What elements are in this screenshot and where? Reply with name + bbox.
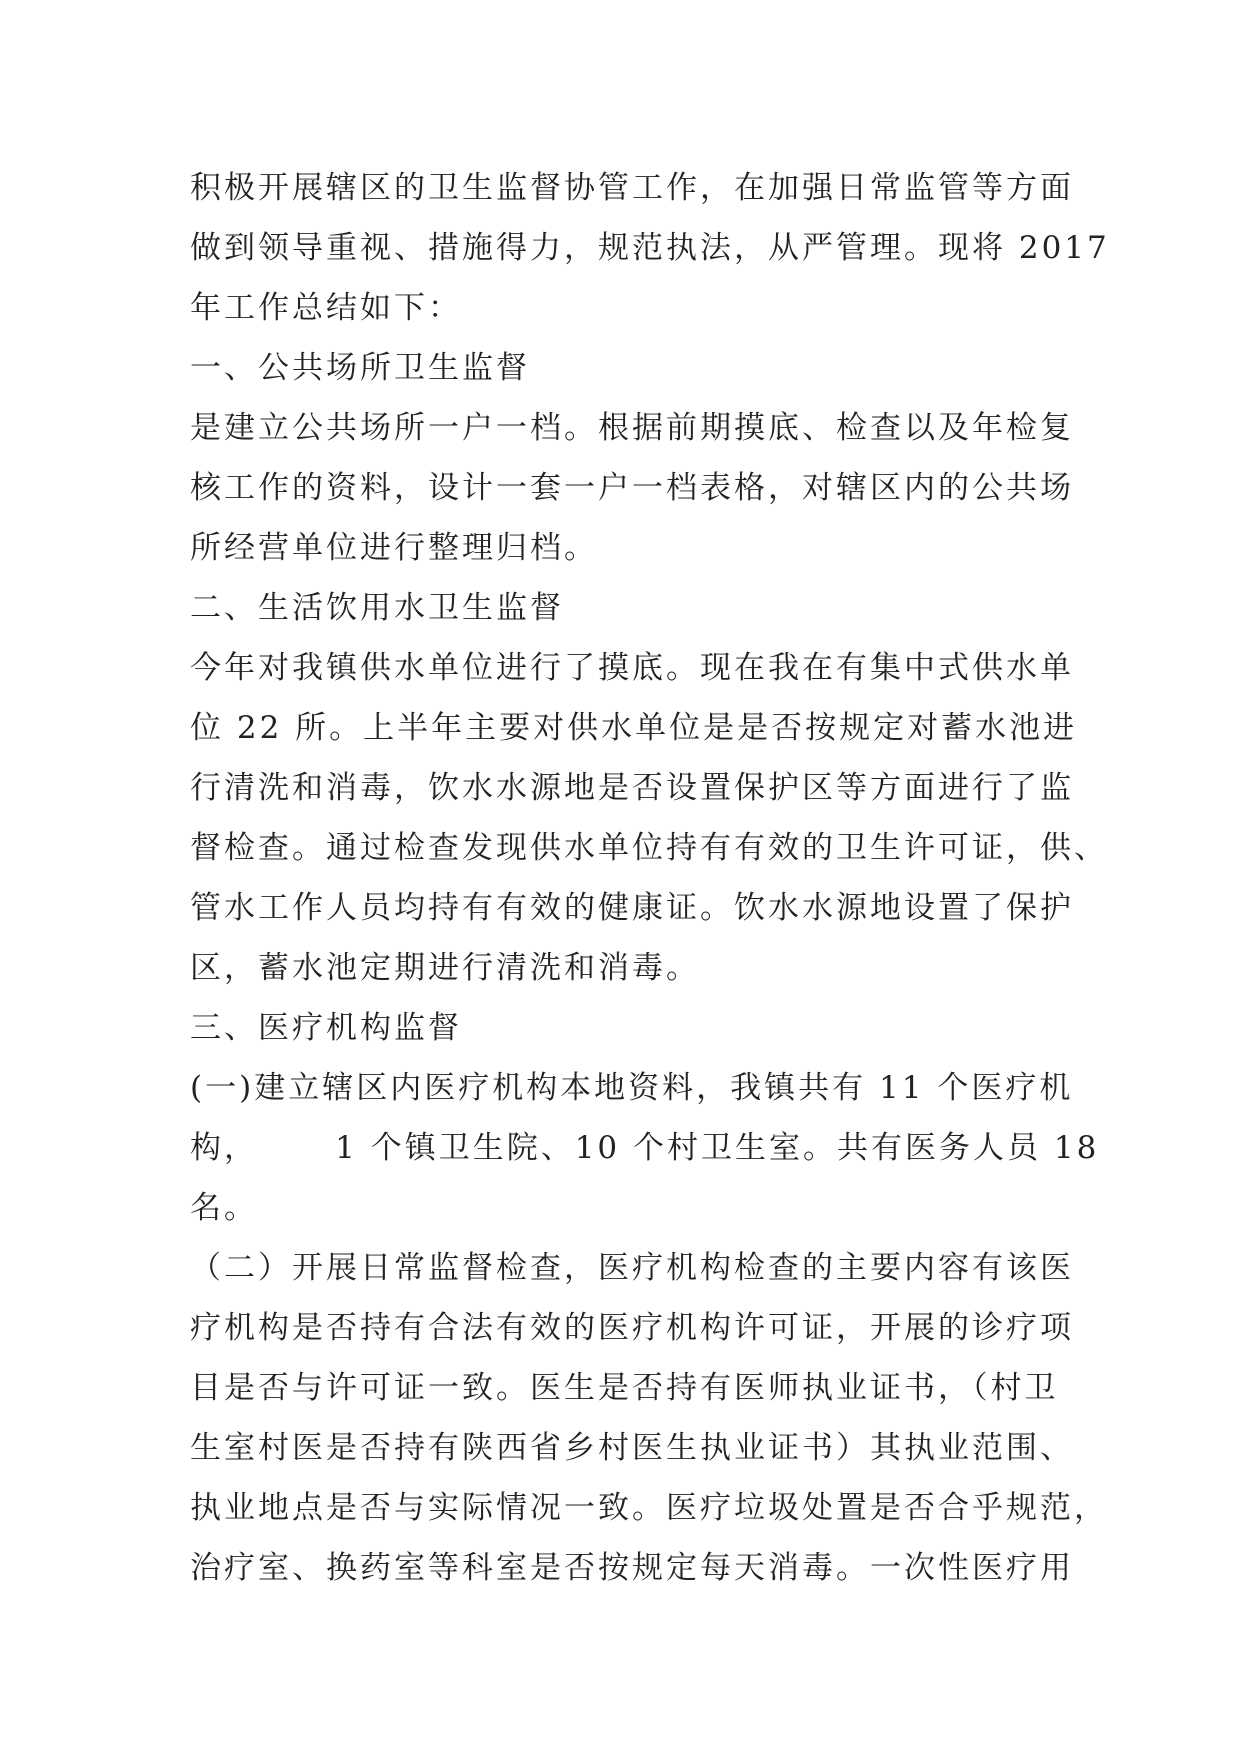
text-line: 是建立公共场所一户一档。根据前期摸底、检查以及年检复: [190, 410, 1074, 446]
section-heading: 一、公共场所卫生监督: [190, 350, 530, 386]
section-heading: 二、生活饮用水卫生监督: [190, 590, 564, 626]
text-line: 生室村医是否持有陕西省乡村医生执业证书）其执业范围、: [190, 1430, 1074, 1466]
text-line: 位 22 所。上半年主要对供水单位是是否按规定对蓄水池进: [190, 710, 1078, 746]
text-line: 核工作的资料，设计一套一户一档表格，对辖区内的公共场: [190, 470, 1074, 506]
text-line: 名。: [190, 1190, 258, 1226]
text-line: 区，蓄水池定期进行清洗和消毒。: [190, 950, 700, 986]
text-line: 构， 1 个镇卫生院、10 个村卫生室。共有医务人员 18: [190, 1130, 1100, 1166]
text-line: 疗机构是否持有合法有效的医疗机构许可证，开展的诊疗项: [190, 1310, 1074, 1346]
text-line: (一)建立辖区内医疗机构本地资料，我镇共有 11 个医疗机: [190, 1070, 1074, 1106]
text-line: 行清洗和消毒，饮水水源地是否设置保护区等方面进行了监: [190, 770, 1074, 806]
section-heading: 三、医疗机构监督: [190, 1010, 462, 1046]
text-line: 执业地点是否与实际情况一致。医疗垃圾处置是否合乎规范，: [190, 1490, 1108, 1526]
text-line: 年工作总结如下：: [190, 290, 462, 326]
text-line: 所经营单位进行整理归档。: [190, 530, 598, 566]
text-line: 治疗室、换药室等科室是否按规定每天消毒。一次性医疗用: [190, 1550, 1074, 1586]
text-line: 督检查。通过检查发现供水单位持有有效的卫生许可证，供、: [190, 830, 1108, 866]
text-line: 积极开展辖区的卫生监督协管工作，在加强日常监管等方面: [190, 170, 1074, 206]
text-line: 做到领导重视、措施得力，规范执法，从严管理。现将 2017: [190, 230, 1110, 266]
text-line: 目是否与许可证一致。医生是否持有医师执业证书，（村卫: [190, 1370, 1059, 1406]
text-line: 管水工作人员均持有有效的健康证。饮水水源地设置了保护: [190, 890, 1074, 926]
text-line: （二）开展日常监督检查，医疗机构检查的主要内容有该医: [190, 1250, 1074, 1286]
document-body: [190, 158, 1110, 1598]
text-line: 今年对我镇供水单位进行了摸底。现在我在有集中式供水单: [190, 650, 1074, 686]
